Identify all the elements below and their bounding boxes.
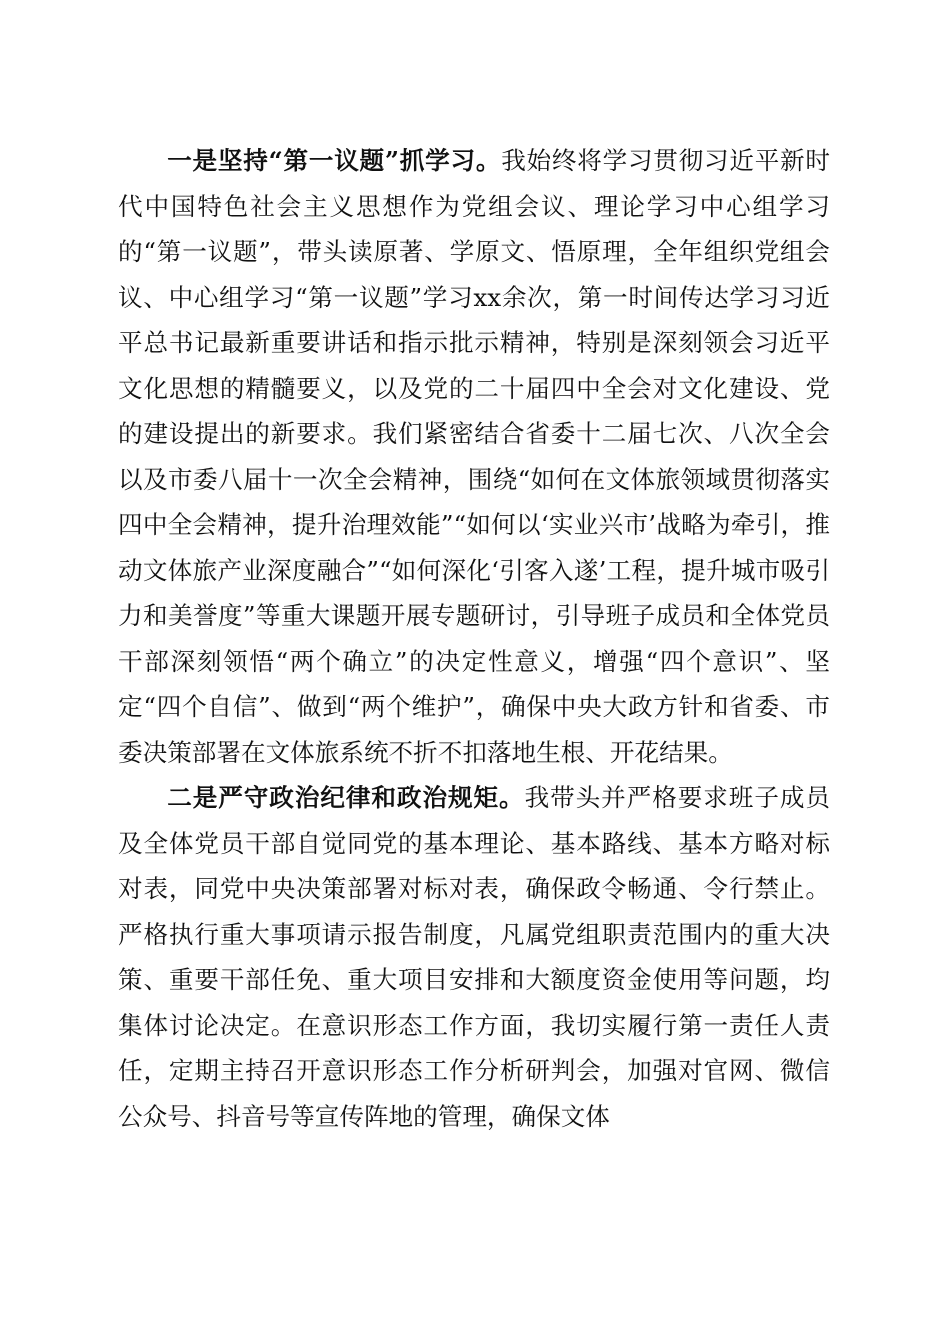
document-body (118, 138, 830, 1139)
paragraph-lead: 一是坚持“第一议题”抓学习。 (167, 146, 502, 175)
paragraph-first-agenda (118, 138, 830, 775)
paragraph-lead: 二是严守政治纪律和政治规矩。 (167, 783, 525, 812)
paragraph-political-discipline (118, 775, 830, 1139)
paragraph-body: 我带头并严格要求班子成员及全体党员干部自觉同党的基本理论、基本路线、基本方略对标对表，同党中央决策部署对标对表，确保政令畅通、令行禁止。严格执行重大事项请示报告制度，凡属党组职责范围内的重大决策、重要干部任免、重大项目安排和大额度资金使用等问题，均集体讨论决定。在意识形态工作方面，我切实履行第一责任人责任，定期主持召开意识形态工作分析研判会，加强对官网、微信公众号、抖音号等宣传阵地的管理，确保文体 (118, 783, 830, 1131)
paragraph-body: 我始终将学习贯彻习近平新时代中国特色社会主义思想作为党组会议、理论学习中心组学习的“第一议题”，带头读原著、学原文、悟原理，全年组织党组会议、中心组学习“第一议题”学习xx余次，第一时间传达学习习近平总书记最新重要讲话和指示批示精神，特别是深刻领会习近平文化思想的精髓要义，以及党的二十届四中全会对文化建设、党的建设提出的新要求。我们紧密结合省委十二届七次、八次全会以及市委八届十一次全会精神，围绕“如何在文体旅领域贯彻落实四中全会精神，提升治理效能”“如何以‘实业兴市’战略为牵引，推动文体旅产业深度融合”“如何深化‘引客入遂’工程，提升城市吸引力和美誉度”等重大课题开展专题研讨，引导班子成员和全体党员干部深刻领悟“两个确立”的决定性意义，增强“四个意识”、坚定“四个自信”、做到“两个维护”，确保中央大政方针和省委、市委决策部署在文体旅系统不折不扣落地生根、开花结果。 (118, 146, 830, 767)
